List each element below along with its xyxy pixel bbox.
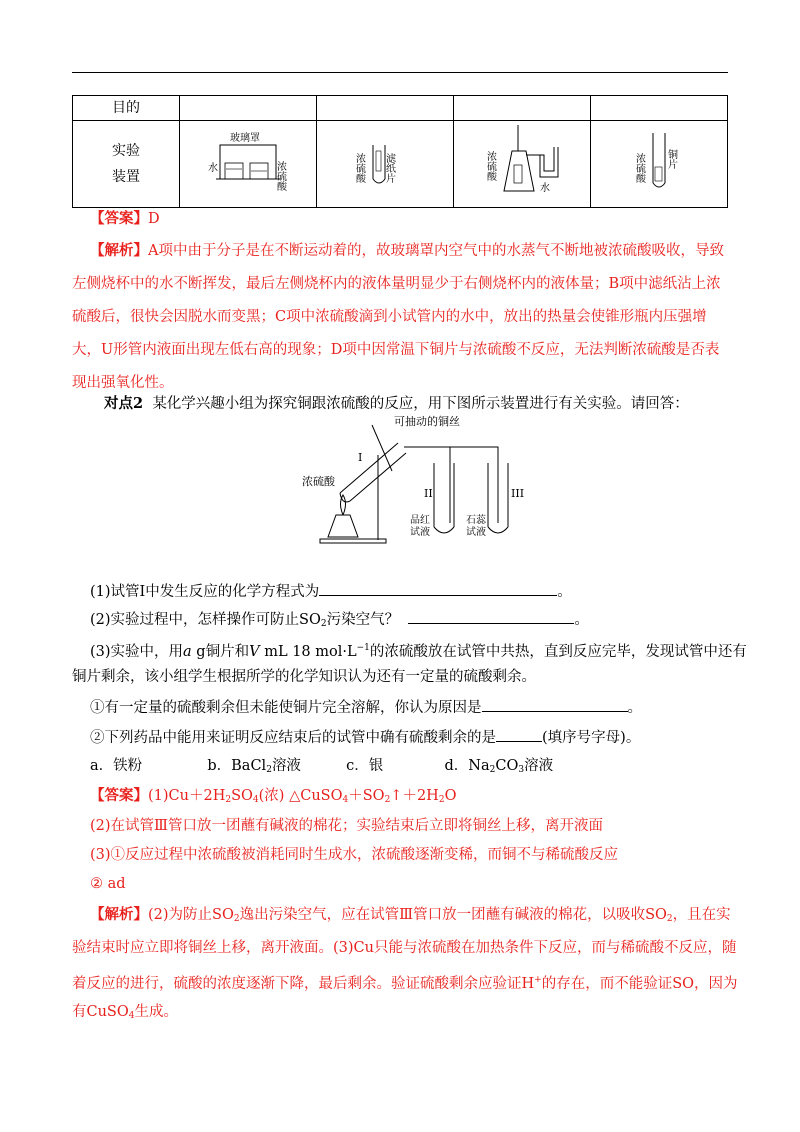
tube-iii-label: III xyxy=(511,487,525,500)
q2-analysis-line1: 【解析】(2)为防止$SO_2$逸出污染空气，应在试管Ⅲ管口放一团蘸有碱液的棉花，以吸收$SO_2$，且在实 xyxy=(90,906,731,924)
pinred-label-2: 试液 xyxy=(410,527,430,538)
q1-analysis: 【解析】A项中由于分子是在不断运动着的，故玻璃罩内空气中的水蒸气不断地被浓硫酸吸收，导致左侧烧杯中的水不断挥发，最后左侧烧杯内的液体量明显少于右侧烧杯内的液体量；B项中滤纸沾上浓硫酸后，很快会因脱水而变黑；C项中浓硫酸滴到小试管内的水中，放出的热量会使锥形瓶内压强增大，U形管内液面出现左低右高的现象；D项中因常温下铜片与浓硫酸不反应，无法判断浓硫酸是否表现出强氧化性。 xyxy=(72,242,724,391)
purpose-cell-d xyxy=(591,96,728,121)
purpose-cell-c xyxy=(454,96,591,121)
acid-label-b: 浓硫酸 xyxy=(353,153,365,183)
q2-answer-2: (2)在试管Ⅲ管口放一团蘸有碱液的棉花；实验结束后立即将铜丝上移，离开液面 xyxy=(90,818,604,834)
option-a: a．铁粉 xyxy=(90,758,143,774)
filter-paper-figure xyxy=(317,121,453,203)
question-3-line1: (3)实验中，用a g铜片和V mL 18 $mol\cdot L^{-1}$的浓硫酸放在试管中共热，直到反应完毕，发现试管中还有 xyxy=(90,643,747,660)
copper-tube-figure xyxy=(591,121,727,203)
copper-label: 铜片 xyxy=(665,149,677,169)
question-1: (1)试管Ⅰ中发生反应的化学方程式为 。 xyxy=(90,581,572,602)
q2-stem: 对点2 某化学兴趣小组为探究铜跟浓硫酸的反应，用下图所示装置进行有关实验。请回答： xyxy=(104,395,689,412)
pinred-label-1: 品红 xyxy=(410,515,430,526)
acid-label-c: 浓硫酸 xyxy=(484,151,496,181)
options xyxy=(90,756,553,780)
option-d: d．$Na_2CO_3$溶液 xyxy=(444,758,554,775)
litmus-label-1: 石蕊 xyxy=(466,515,486,526)
q1-answer: 【答案】D xyxy=(90,210,160,227)
tube-ii-label: II xyxy=(424,487,433,500)
q2-analysis-line3: 着反应的进行，硫酸的浓度逐渐下降，最后剩余。验证硫酸剩余应验证H+的存在，而不能验证SO，因为 xyxy=(72,975,738,992)
question-2: (2)实验过程中，怎样操作可防止$SO_2$污染空气？ 。 xyxy=(90,609,589,634)
q2-answer-4: ② ad xyxy=(90,876,126,892)
paper-label: 滤纸片 xyxy=(383,153,395,183)
header-rule xyxy=(72,72,728,73)
copper-acid-apparatus xyxy=(300,415,530,550)
purpose-cell-b xyxy=(317,96,454,121)
flask-u-tube-figure xyxy=(454,121,590,203)
option-c: c．银 xyxy=(346,758,384,774)
purpose-label: 目的 xyxy=(73,96,180,121)
bell-jar-figure xyxy=(180,121,316,203)
cover-label: 玻璃罩 xyxy=(230,133,260,144)
apparatus-c xyxy=(454,121,591,208)
acid-label-apparatus: 浓硫酸 xyxy=(302,475,335,488)
water-label-c: 水 xyxy=(540,183,550,194)
question-3-line2: 铜片剩余，该小组学生根据所学的化学知识认为还有一定量的硫酸剩余。 xyxy=(72,669,536,685)
q2-answer-3: (3)①反应过程中浓硫酸被消耗同时生成水，浓硫酸逐渐变稀，而铜不与稀硫酸反应 xyxy=(90,847,619,863)
acid-label-a: 浓硫酸 xyxy=(274,161,286,191)
tube-i-label: I xyxy=(358,451,363,464)
apparatus-label-1: 实验 xyxy=(112,143,140,159)
option-b: b．BaCl$_2$溶液 xyxy=(207,758,301,775)
litmus-label-2: 试液 xyxy=(466,527,486,538)
q2-analysis-line2: 验结束时应立即将铜丝上移，离开液面。(3)Cu只能与浓硫酸在加热条件下反应，而与稀硫酸不反应，随 xyxy=(72,940,737,956)
movable-wire-label: 可抽动的铜丝 xyxy=(394,415,460,428)
apparatus-d xyxy=(591,121,728,208)
experiment-table xyxy=(72,95,728,208)
acid-label-d: 浓硫酸 xyxy=(633,153,645,183)
question-3-sub1: ①有一定量的硫酸剩余但未能使铜片完全溶解，你认为原因是 。 xyxy=(90,697,642,718)
apparatus-a xyxy=(180,121,317,208)
apparatus-label-2: 装置 xyxy=(112,169,140,185)
q2-analysis-line4: 有CuSO$_4$生成。 xyxy=(72,1004,178,1021)
water-label: 水 xyxy=(208,163,218,174)
heat-triangle-icon: △ xyxy=(289,788,301,804)
question-3-sub2: ②下列药品中能用来证明反应结束后的试管中确有硫酸剩余的是 (填序号字母)。 xyxy=(90,727,640,748)
apparatus-label-cell xyxy=(73,121,180,208)
purpose-cell-a xyxy=(180,96,317,121)
apparatus-b xyxy=(317,121,454,208)
q2-answer-1: 【答案】$(1)Cu+2H_2SO_4$(浓) $\triangle CuSO_4+SO_2↑+2H_2O$ xyxy=(90,787,457,805)
